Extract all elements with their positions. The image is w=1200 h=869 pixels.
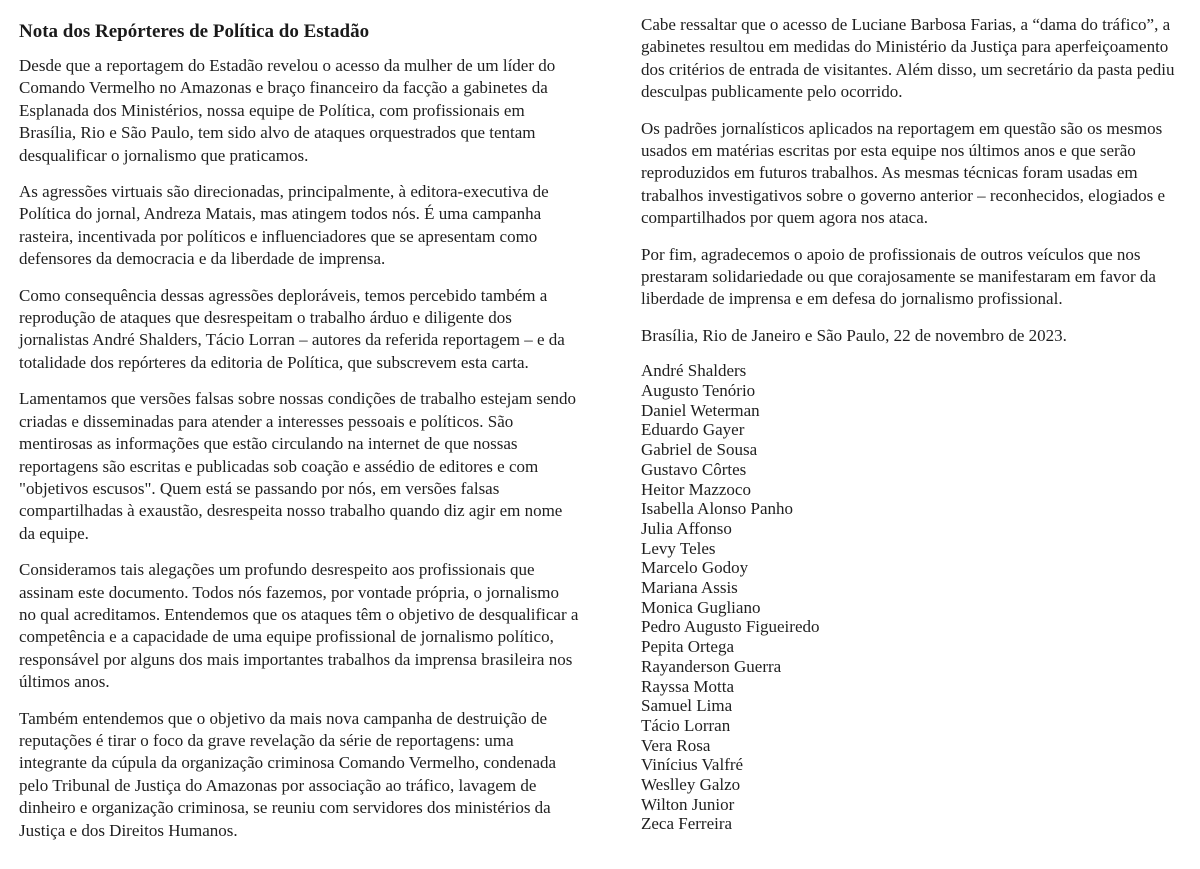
signer-name: Marcelo Godoy (641, 558, 749, 578)
signer-name: Levy Teles (641, 538, 716, 558)
paragraph: Desde que a reportagem do Estadão revelou o acesso da mulher de um líder do Comando Vermelho no Amazonas e braço financeiro da facção a gabinetes da Esplanada dos Ministérios, nossa equipe de Política, com profissionais em Brasília, Rio e São Paulo, tem sido alvo de ataques orquestrados que tentam desqualificar o jornalismo que praticamos. (19, 56, 556, 165)
signer-name: Julia Affonso (641, 518, 732, 538)
paragraph: Lamentamos que versões falsas sobre nossas condições de trabalho estejam sendo criadas e disseminadas para atender a interesses pessoais e políticos. São mentirosas as informações que estão circulando na internet de que nossas reportagens são escritas e publicadas sob coação e assédio de editores e com "objetivos escusos". Quem está se passando por nós, em versões falsas compartilhadas à exaustão, desrespeita nosso trabalho quando diz agir em nome da equipe. (19, 389, 577, 543)
signer-name: Rayssa Motta (641, 676, 735, 696)
signer-name: Monica Gugliano (641, 597, 761, 617)
signer-name: Zeca Ferreira (641, 814, 733, 834)
paragraph: Também entendemos que o objetivo da mais nova campanha de destruição de reputações é tirar o foco da grave revelação da série de reportagens: uma integrante da cúpula da organização criminosa Comando Vermelho, condenada pelo Tribunal de Justiça do Amazonas por associação ao tráfico, lavagem de dinheiro e organização criminosa, se reuniu com servidores dos ministérios da Justiça e dos Direitos Humanos. (19, 708, 557, 840)
signer-name: Wilton Junior (641, 794, 735, 814)
left-column (19, 0, 579, 842)
paragraph: Os padrões jornalísticos aplicados na reportagem em questão são os mesmos usados em matérias escritas por esta equipe nos últimos anos e que serão reproduzidos em futuros trabalhos. As mesmas técnicas foram usadas em trabalhos investigativos sobre o governo anterior – reconhecidos, elogiados e compartilhados por quem agora nos ataca. (641, 118, 1166, 228)
signer-name: Rayanderson Guerra (641, 656, 782, 676)
signer-name: André Shalders (641, 361, 747, 381)
signers-list (641, 361, 1181, 834)
signer-name: Gabriel de Sousa (641, 440, 758, 460)
paragraph: Como consequência dessas agressões deploráveis, temos percebido também a reprodução de ataques que desrespeitam o trabalho árduo e diligente dos jornalistas André Shalders, Tácio Lorran – autores da referida reportagem – e da totalidade dos repórteres da editoria de Política, que subscrevem esta carta. (19, 285, 565, 372)
signer-name: Daniel Weterman (641, 400, 760, 420)
paragraph: As agressões virtuais são direcionadas, principalmente, à editora-executiva de Política do jornal, Andreza Matais, mas atingem todos nós. É uma campanha rasteira, incentivada por políticos e influenciadores que se apresentam como defensores da democracia e da liberdade de imprensa. (19, 182, 549, 269)
paragraph: Cabe ressaltar que o acesso de Luciane Barbosa Farias, a “dama do tráfico”, a gabinetes resultou em medidas do Ministério da Justiça para aperfeiçoamento dos critérios de entrada de visitantes. Além disso, um secretário da pasta pediu desculpas publicamente pelo ocorrido. (641, 15, 1175, 102)
signer-name: Augusto Tenório (641, 380, 756, 400)
signer-name: Vera Rosa (641, 735, 711, 755)
signer-name: Vinícius Valfré (641, 755, 744, 775)
signer-name: Eduardo Gayer (641, 420, 745, 440)
place-date-line: Brasília, Rio de Janeiro e São Paulo, 22 de novembro de 2023. (641, 325, 1067, 345)
right-column (641, 0, 1181, 834)
paragraph: Por fim, agradecemos o apoio de profissionais de outros veículos que nos prestaram solidariedade ou que corajosamente se manifestaram em favor da liberdade de imprensa e em defesa do jornalismo profissional. (641, 244, 1156, 309)
document-title: Nota dos Repórteres de Política do Estadão (19, 21, 370, 42)
paragraph: Consideramos tais alegações um profundo desrespeito aos profissionais que assinam este documento. Todos nós fazemos, por vontade própria, o jornalismo no qual acreditamos. Entendemos que os ataques têm o objetivo de desqualificar a competência e a capacidade de uma equipe profissional de jornalismo político, responsável por alguns dos mais importantes trabalhos da imprensa brasileira nos últimos anos. (19, 560, 579, 692)
signer-name: Isabella Alonso Panho (641, 499, 794, 519)
signer-name: Mariana Assis (641, 578, 738, 598)
signer-name: Heitor Mazzoco (641, 479, 751, 499)
signer-name: Tácio Lorran (641, 715, 731, 735)
signer-name: Gustavo Côrtes (641, 459, 747, 479)
signer-name: Pedro Augusto Figueiredo (641, 617, 820, 637)
signer-name: Weslley Galzo (641, 775, 741, 795)
signer-name: Pepita Ortega (641, 637, 734, 657)
signer-name: Samuel Lima (641, 696, 733, 716)
